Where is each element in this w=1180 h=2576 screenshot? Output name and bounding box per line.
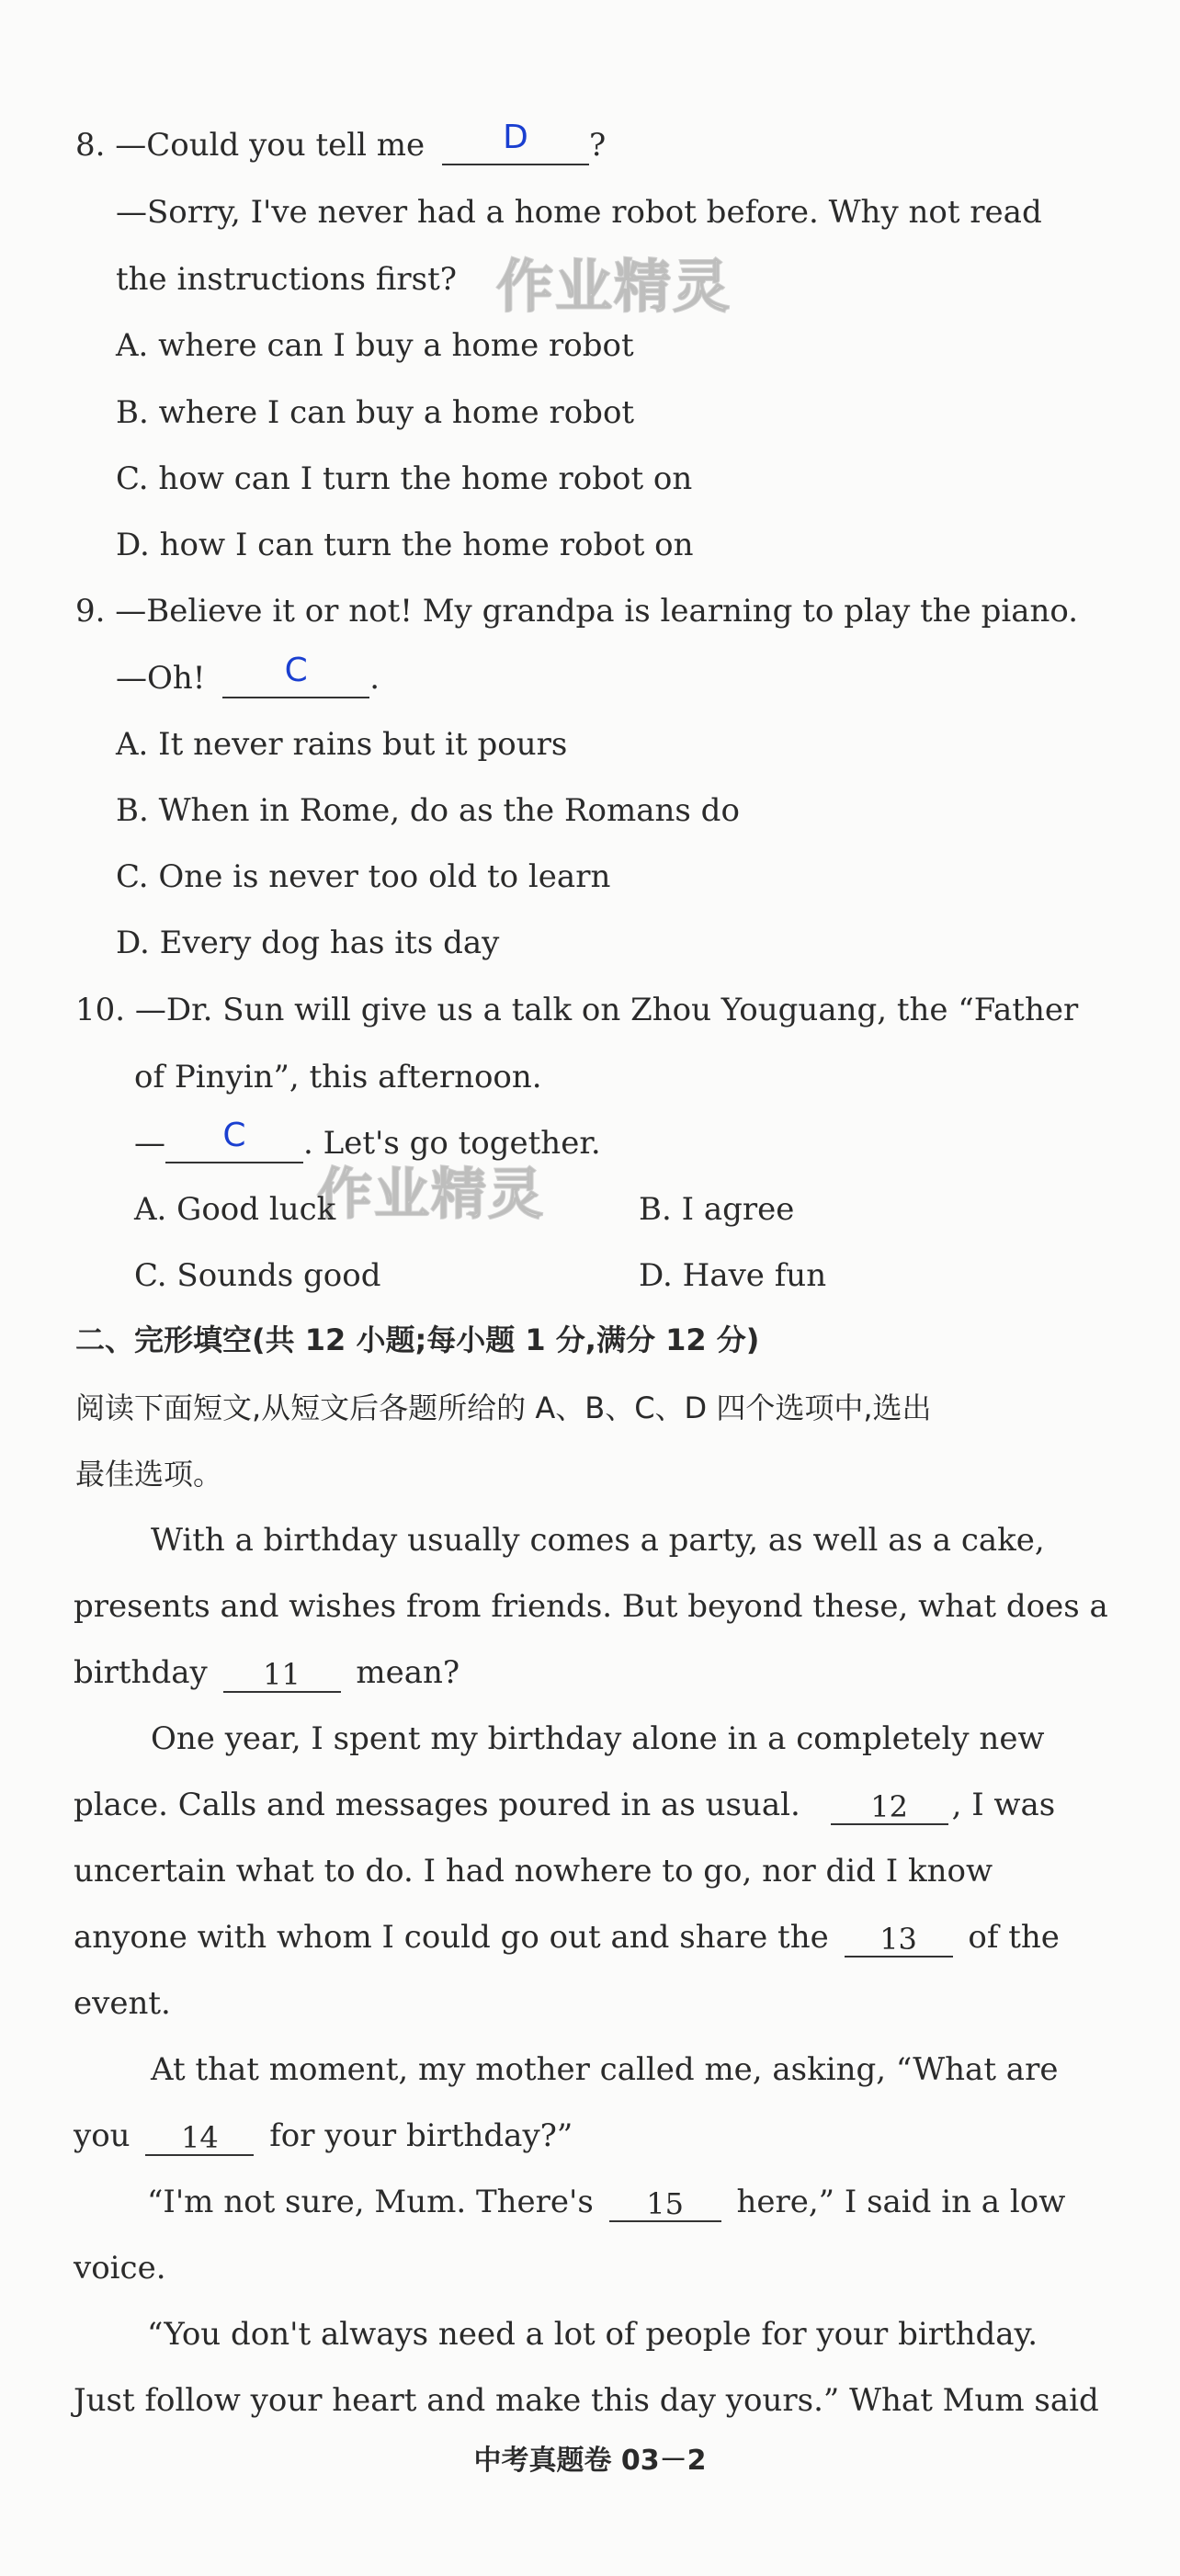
q8-option-b: B. where I can buy a home robot	[116, 394, 635, 431]
watermark-top: 作业精灵	[496, 253, 732, 320]
blank-14-number: 14	[181, 2120, 219, 2155]
q8-option-c: C. how can I turn the home robot on	[116, 460, 693, 497]
watermark-middle: 作业精灵	[317, 1163, 545, 1227]
passage-p2-line4-prefix: anyone with whom I could go out and share the	[74, 1919, 829, 1956]
passage-p1-line1: With a birthday usually comes a party, as well as a cake,	[151, 1522, 1045, 1559]
q8-option-d: D. how I can turn the home robot on	[116, 527, 694, 563]
q9-reply-suffix: .	[369, 660, 380, 697]
blank-13	[845, 1919, 953, 1958]
q10-reply-prefix: —	[134, 1125, 165, 1162]
section2-instruction-line2: 最佳选项。	[75, 1457, 223, 1492]
q10-option-d: D. Have fun	[639, 1257, 827, 1294]
q10-option-b: B. I agree	[639, 1191, 795, 1228]
passage-p3-line2	[74, 2116, 573, 2156]
q8-reply-line1: —Sorry, I've never had a home robot before. Why not read	[116, 194, 1042, 231]
passage-p2-line2-prefix: place. Calls and messages poured in as usual.	[74, 1787, 800, 1823]
passage-p2-line4-suffix: of the	[968, 1919, 1060, 1956]
passage-p5-line1: “You don't always need a lot of people for your birthday.	[147, 2316, 1038, 2353]
blank-11	[223, 1654, 341, 1693]
passage-p2-line4	[74, 1917, 1060, 1958]
blank-15	[609, 2184, 721, 2222]
passage-p1-line3-suffix: mean?	[356, 1654, 460, 1691]
blank-11-number: 11	[263, 1657, 301, 1692]
q9-option-d: D. Every dog has its day	[116, 925, 500, 961]
q10-answer-blank	[165, 1117, 303, 1163]
blank-13-number: 13	[879, 1922, 917, 1957]
passage-p1-line3-prefix: birthday	[74, 1654, 208, 1691]
q9-option-a: A. It never rains but it pours	[116, 726, 568, 763]
q8-stem-suffix: ?	[588, 127, 607, 164]
passage-p3-line1: At that moment, my mother called me, asking, “What are	[151, 2051, 1059, 2088]
passage-p4-line1-suffix: here,” I said in a low	[736, 2184, 1066, 2220]
q10-reply	[134, 1117, 601, 1163]
q9-answer: C	[284, 652, 308, 689]
passage-p2-line2	[74, 1785, 1055, 1825]
q10-option-a: A. Good luck	[134, 1191, 336, 1228]
section2-instruction-line1: 阅读下面短文,从短文后各题所给的 A、B、C、D 四个选项中,选出	[75, 1390, 932, 1425]
passage-p1-line2: presents and wishes from friends. But beyond these, what does a	[74, 1588, 1108, 1625]
section2-heading: 二、完形填空(共 12 小题;每小题 1 分,满分 12 分)	[75, 1322, 760, 1357]
q9-reply-prefix: —Oh!	[116, 660, 206, 697]
passage-p4-line2: voice.	[74, 2250, 166, 2287]
q9-reply	[116, 652, 380, 698]
q10-stem-line1: 10. —Dr. Sun will give us a talk on Zhou Youguang, the “Father	[75, 992, 1079, 1028]
q10-stem-line2: of Pinyin”, this afternoon.	[134, 1059, 542, 1095]
passage-p3-line2-prefix: you	[74, 2117, 130, 2154]
passage-p4-line1-prefix: “I'm not sure, Mum. There's	[147, 2184, 594, 2220]
blank-14	[145, 2117, 254, 2156]
q9-option-c: C. One is never too old to learn	[116, 858, 611, 895]
passage-p2-line1: One year, I spent my birthday alone in a completely new	[151, 1720, 1045, 1757]
passage-p3-line2-suffix: for your birthday?”	[269, 2117, 573, 2154]
q9-option-b: B. When in Rome, do as the Romans do	[116, 792, 740, 829]
passage-p1-line3	[74, 1652, 460, 1693]
q8-reply-line2: the instructions first?	[116, 261, 457, 298]
passage-p2-line3: uncertain what to do. I had nowhere to go, nor did I know	[74, 1853, 993, 1889]
q10-option-c: C. Sounds good	[134, 1257, 381, 1294]
q8-answer: D	[503, 119, 528, 156]
passage-p4-line1	[147, 2182, 1065, 2222]
passage-p2-line2-suffix: , I was	[951, 1787, 1056, 1823]
q9-answer-blank	[222, 652, 369, 698]
q10-answer: C	[222, 1117, 246, 1154]
q8-stem-prefix: 8. —Could you tell me	[75, 127, 425, 164]
q9-stem: 9. —Believe it or not! My grandpa is learning to play the piano.	[75, 593, 1079, 630]
page-footer: 中考真题卷 03－2	[473, 2445, 707, 2477]
passage-p5-line2: Just follow your heart and make this day yours.” What Mum said	[74, 2382, 1099, 2419]
q8-option-a: A. where can I buy a home robot	[116, 327, 634, 364]
blank-15-number: 15	[646, 2186, 684, 2221]
blank-12	[831, 1787, 948, 1825]
q10-reply-suffix: . Let's go together.	[303, 1125, 601, 1162]
blank-12-number: 12	[870, 1789, 908, 1824]
passage-p2-line5: event.	[74, 1985, 171, 2022]
q8-stem	[75, 119, 607, 165]
q8-answer-blank	[442, 119, 589, 165]
